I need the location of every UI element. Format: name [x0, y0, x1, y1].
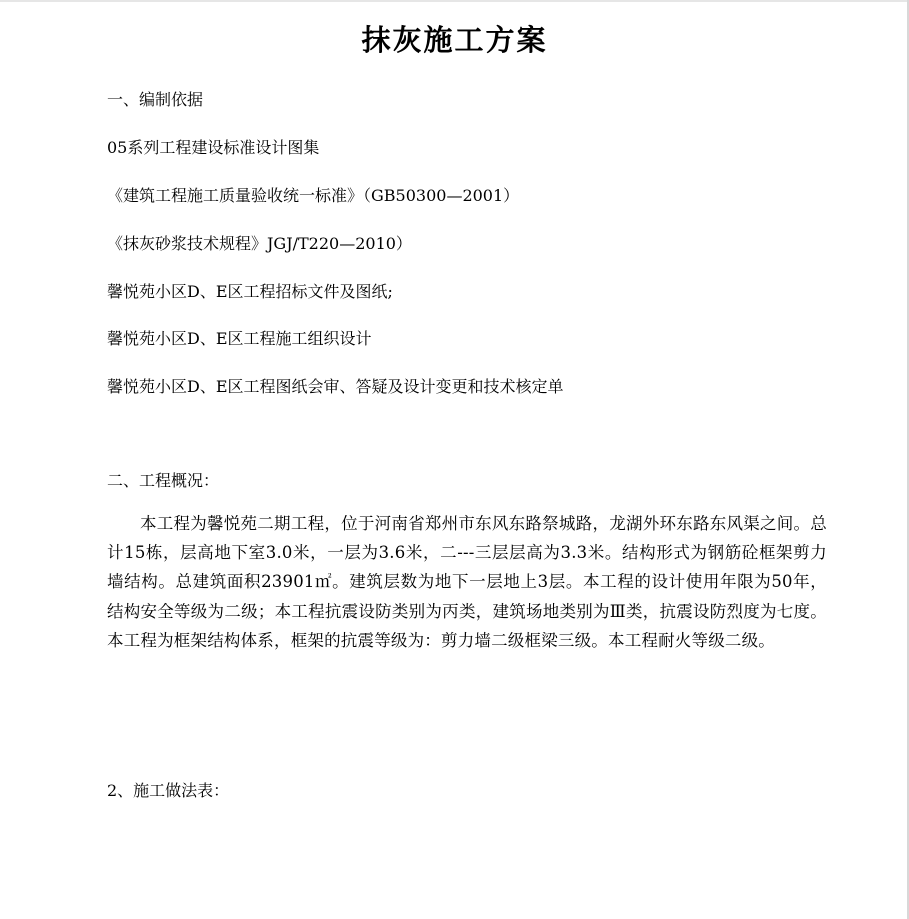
basis-item-1: 05系列工程建设标准设计图集 [107, 138, 320, 157]
basis-item-4: 馨悦苑小区D、E区工程招标文件及图纸; [107, 282, 393, 301]
section3-heading: 2、施工做法表： [107, 781, 230, 800]
document-title: 抹灰施工方案 [361, 23, 548, 57]
section2-heading: 二、工程概况： [107, 471, 220, 490]
section1-heading: 一、编制依据 [107, 90, 204, 109]
basis-item-3: 《抹灰砂浆技术规程》JGJ/T220—2010） [107, 234, 412, 253]
page-top-edge [0, 0, 909, 2]
basis-item-6: 馨悦苑小区D、E区工程图纸会审、答疑及设计变更和技术核定单 [107, 377, 564, 396]
basis-item-2: 《建筑工程施工质量验收统一标准》（GB50300—2001） [107, 186, 520, 205]
project-overview-paragraph: 本工程为馨悦苑二期工程，位于河南省郑州市东风东路祭城路，龙湖外环东路东风渠之间。总计15栋，层高地下室3.0米，一层为3.6米，二---三层层高为3.3米。结构形式为钢筋砼框架剪力墙结构。总建筑面积23901㎡。建筑层数为地下一层地上3层。本工程的设计使用年限为50年，结构安全等级为二级；本工程抗震设防类别为丙类，建筑场地类别为Ⅲ类，抗震设防烈度为七度。本工程为框架结构体系，框架的抗震等级为：剪力墙二级框梁三级。本工程耐火等级二级。 [107, 514, 827, 650]
basis-item-5: 馨悦苑小区D、E区工程施工组织设计 [107, 329, 372, 348]
